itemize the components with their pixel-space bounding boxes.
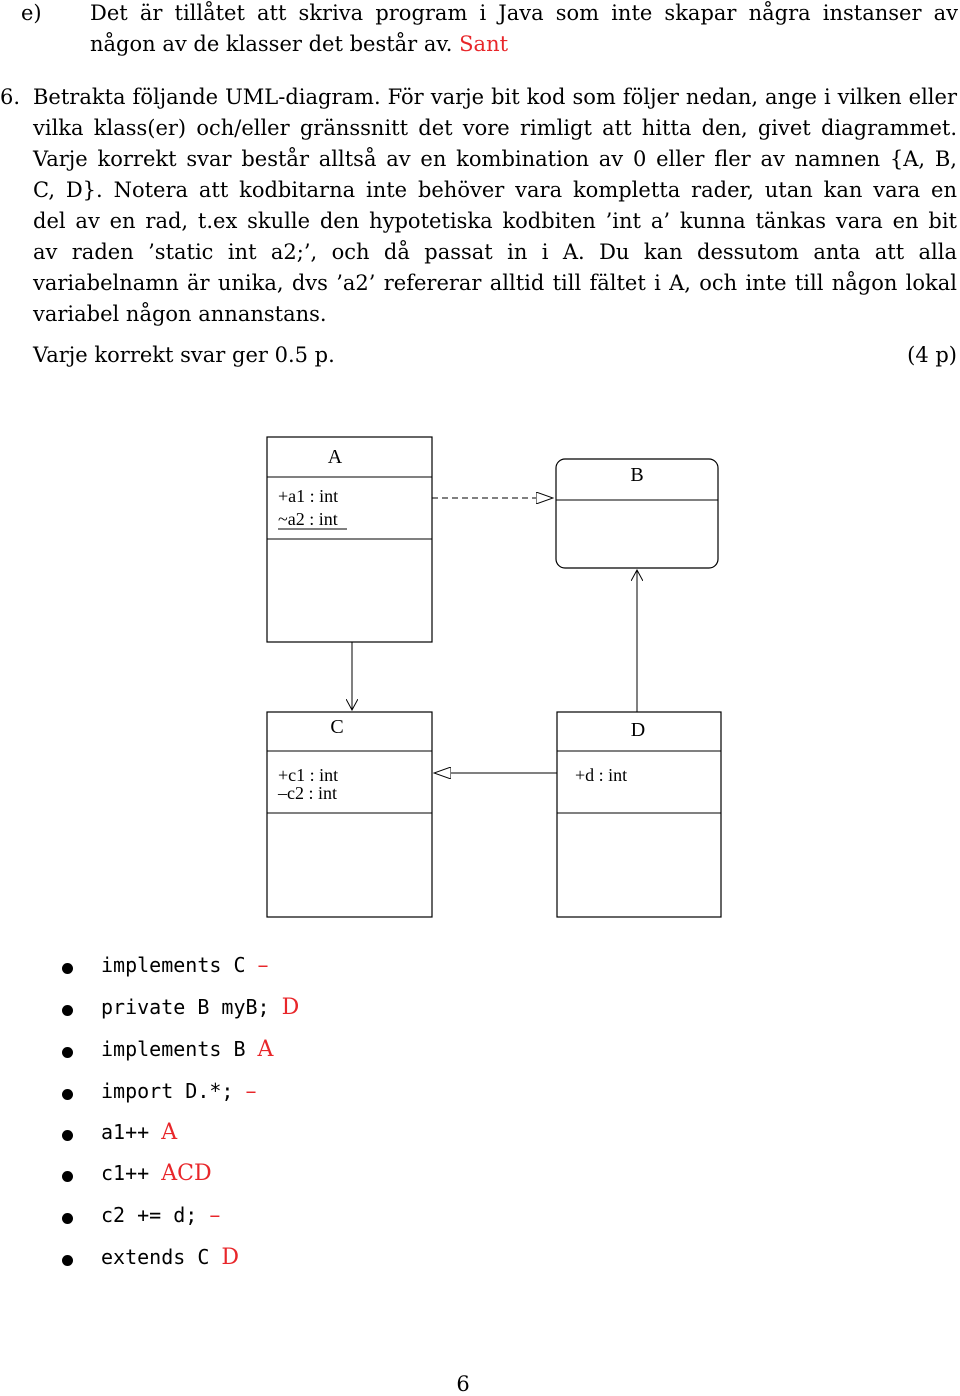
bullet-icon <box>62 1171 73 1182</box>
list-item-content <box>101 1203 220 1228</box>
bullet-icon <box>62 1005 73 1016</box>
list-item-content <box>101 1037 273 1062</box>
bullet-icon <box>62 1047 73 1058</box>
bullet-icon <box>62 1130 73 1141</box>
answer-value: A <box>161 1120 178 1145</box>
code-snippet: c1++ <box>101 1161 150 1185</box>
question-6-line-8: variabel någon annanstans. <box>33 302 327 326</box>
answer-value: – <box>209 1203 221 1228</box>
class-c-name: C <box>330 716 344 738</box>
answer-value: A <box>257 1037 274 1062</box>
code-snippet: c2 += d; <box>101 1203 198 1227</box>
code-snippet: extends C <box>101 1245 210 1269</box>
class-d-name: D <box>630 719 646 741</box>
class-c-attr-1: +c1 : int <box>278 765 339 785</box>
answer-value: D <box>221 1245 240 1270</box>
question-6-line-1: Betrakta följande UML-diagram. För varje bit kod som följer nedan, ange i vilken eller <box>33 85 957 109</box>
list-item-content <box>101 1161 212 1186</box>
points-text: (4 p) <box>907 343 957 367</box>
list-item <box>0 1200 960 1240</box>
uml-interface-b <box>556 459 718 568</box>
list-item <box>0 1076 960 1116</box>
question-6-line-6: av raden ’static int a2;’, och då passat in i A. Du kan dessutom anta att alla <box>33 240 957 264</box>
uml-class-a <box>267 437 432 642</box>
item-e-answer: Sant <box>459 32 509 56</box>
bullet-icon <box>62 963 73 974</box>
question-6-line-4: C, D}. Notera att kodbitarna inte behöver vara kompletta rader, utan kan vara en <box>33 178 957 202</box>
answer-value: – <box>245 1079 257 1104</box>
class-d-attr-1: +d : int <box>575 765 628 785</box>
item-e-line-2-text: någon av de klasser det består av. <box>90 32 453 56</box>
class-a-attr-1: +a1 : int <box>278 486 339 506</box>
list-item-content <box>101 953 269 978</box>
code-snippet: implements B <box>101 1037 246 1061</box>
item-e-label: e) <box>21 1 42 25</box>
answer-value: ACD <box>161 1161 212 1186</box>
page-number: 6 <box>456 1372 470 1396</box>
list-item <box>0 992 960 1032</box>
bullet-icon <box>62 1089 73 1100</box>
bullet-icon <box>62 1255 73 1266</box>
code-snippet: import D.*; <box>101 1079 234 1103</box>
answer-value: D <box>281 995 300 1020</box>
uml-class-d <box>557 712 721 917</box>
question-6-line-5: del av en rad, t.ex skulle den hypotetiska kodbiten ’int a’ kunna tänkas vara en bit <box>33 209 957 233</box>
list-item-content <box>101 995 299 1020</box>
uml-class-c <box>267 712 432 917</box>
code-snippet: private B myB; <box>101 995 270 1019</box>
list-item-content <box>101 1079 257 1104</box>
scoring-text: Varje korrekt svar ger 0.5 p. <box>33 343 335 367</box>
class-a-name: A <box>327 446 343 468</box>
list-item <box>0 950 960 990</box>
item-e-line-1: Det är tillåtet att skriva program i Java som inte skapar några instanser av <box>90 1 958 25</box>
list-item-content <box>101 1245 239 1270</box>
list-item <box>0 1242 960 1282</box>
list-item-content <box>101 1120 177 1145</box>
question-6-line-3: Varje korrekt svar består alltså av en kombination av 0 eller fler av namnen {A, B, <box>33 147 957 171</box>
code-snippet: a1++ <box>101 1120 150 1144</box>
list-item <box>0 1158 960 1198</box>
code-snippet: implements C <box>101 953 246 977</box>
list-item <box>0 1117 960 1157</box>
class-b-name: B <box>630 464 644 486</box>
list-item <box>0 1034 960 1074</box>
bullet-icon <box>62 1213 73 1224</box>
answer-value: – <box>257 953 269 978</box>
class-c-attr-2: –c2 : int <box>278 783 337 803</box>
question-6-line-2: vilka klass(er) och/eller gränssnitt det vore rimligt att hitta den, givet diagrammet. <box>33 116 957 140</box>
question-6-line-7: variabelnamn är unika, dvs ’a2’ refererar alltid till fältet i A, och inte till någon lokal <box>33 271 957 295</box>
class-a-attr-2: ~a2 : int <box>278 509 338 529</box>
question-6-number: 6. <box>0 85 21 109</box>
